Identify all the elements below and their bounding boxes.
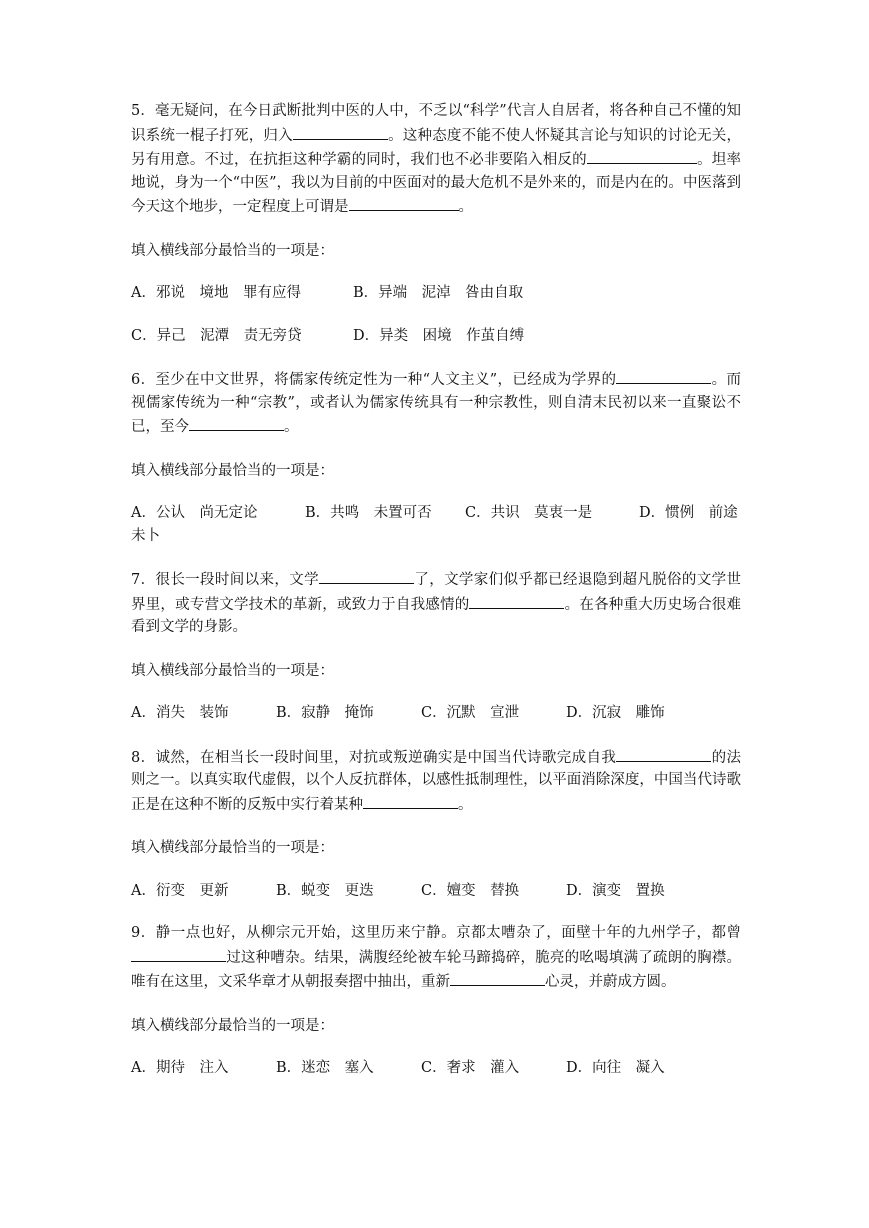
- option-a: A．衍变 更新: [131, 882, 229, 899]
- q5-text-1: 5．毫无疑问，在今日武断批判中医的人中，不乏以“科学”代言人自居者，将各种自己不懂的知识系统一棍子打死，归入: [131, 103, 741, 144]
- question-9-prompt: 填入横线部分最恰当的一项是：: [131, 1017, 334, 1034]
- option-b: B．异端 泥淖 咎由自取: [353, 285, 524, 301]
- option-c: C．异己 泥潭 责无旁贷: [131, 327, 302, 344]
- question-6-prompt: 填入横线部分最恰当的一项是：: [131, 462, 334, 479]
- question-5-stem: [131, 100, 741, 219]
- q6-text-1: 6．至少在中文世界，将儒家传统定性为一种“人文主义”，已经成为学界的: [131, 372, 617, 388]
- question-9-stem: [131, 922, 741, 994]
- answer-blank: [189, 414, 284, 431]
- option-d: D．惯例 前途未卜: [131, 505, 738, 544]
- option-c: C．沉默 宣泄: [421, 705, 520, 721]
- option-c: C．嬗变 替换: [421, 882, 520, 899]
- question-5-options-row-2: [131, 325, 741, 348]
- q6-text-2: 。而视儒家传统为一种“宗教”，或者认为儒家传统具有一种宗教性，则自清末民初以来一直聚讼不已，至今: [131, 372, 741, 435]
- q9-text-3: 心灵，并蔚成方圆。: [545, 974, 676, 990]
- q9-text-1: 9．静一点也好，从柳宗元开始，这里历来宁静。京都太嘈杂了，面壁十年的九州学子，都曾: [131, 925, 741, 941]
- option-a: A．邪说 境地 罪有应得: [131, 285, 301, 301]
- q5-text-3: 。坦率地说，身为一个“中医”，我以为目前的中医面对的最大危机不是外来的，而是内在的。中医落到今天这个地步，一定程度上可谓是: [131, 152, 742, 215]
- question-9-options: [131, 1057, 741, 1080]
- q8-text-3: 。: [458, 796, 473, 813]
- option-d: D．沉寂 雕饰: [566, 705, 665, 721]
- question-8-options: [131, 880, 741, 903]
- question-6-options: [131, 502, 741, 547]
- option-b: B．迷恋 塞入: [276, 1060, 374, 1076]
- answer-blank: [450, 969, 545, 986]
- option-a: A．期待 注入: [131, 1060, 229, 1076]
- option-c: C．共识 莫衷一是: [465, 505, 593, 521]
- q9-text-2: 过这种嘈杂。结果，满腹经纶被车轮马蹄捣碎，脆亮的吆喝填满了疏朗的胸襟。唯有在这里，文采华章才从朝报奏摺中抽出，重新: [131, 949, 741, 990]
- answer-blank: [293, 123, 388, 140]
- question-8-prompt: 填入横线部分最恰当的一项是：: [131, 840, 334, 856]
- answer-blank: [349, 194, 459, 211]
- answer-blank: [131, 945, 226, 962]
- question-7-options: [131, 702, 741, 725]
- question-8-stem: [131, 745, 741, 817]
- q5-text-4: 。: [458, 199, 473, 215]
- option-c: C．奢求 灌入: [421, 1060, 520, 1076]
- question-5-prompt: 填入横线部分最恰当的一项是：: [131, 242, 334, 259]
- option-d: D．演变 置换: [566, 882, 665, 899]
- option-b: B．蜕变 更迭: [276, 882, 374, 899]
- answer-blank: [363, 792, 458, 809]
- q7-text-1: 7．很长一段时间以来，文学: [131, 572, 319, 588]
- q5-text-2: 。这种态度不能不使人怀疑其言论与知识的讨论无关，另有用意。不过，在抗拒这种学霸的同时，我们也不必非要陷入相反的: [131, 127, 742, 168]
- question-7-stem: [131, 567, 741, 639]
- answer-blank: [469, 592, 564, 609]
- document-page: [131, 100, 741, 1100]
- answer-blank: [587, 147, 697, 164]
- option-b: B．共鸣 未置可否: [305, 505, 432, 521]
- question-5-options-row-1: [131, 282, 741, 305]
- q8-text-1: 8．诚然，在相当长一段时间里，对抗或叛逆确实是中国当代诗歌完成自我: [131, 749, 617, 766]
- question-6-stem: [131, 367, 741, 439]
- question-7-prompt: 填入横线部分最恰当的一项是：: [131, 662, 334, 679]
- option-d: D．异类 困境 作茧自缚: [353, 327, 525, 344]
- q7-text-3: 。在各种重大历史场合很难看到文学的身影。: [131, 596, 742, 635]
- option-d: D．向往 凝入: [566, 1060, 665, 1076]
- q6-text-3: 。: [284, 419, 299, 435]
- answer-blank: [616, 367, 711, 384]
- option-a: A．消失 装饰: [131, 705, 229, 721]
- answer-blank: [616, 745, 711, 762]
- option-b: B．寂静 掩饰: [276, 705, 374, 721]
- option-a: A．公认 尚无定论: [131, 505, 258, 521]
- answer-blank: [319, 567, 414, 584]
- q7-text-2: 了，文学家们似乎都已经退隐到超凡脱俗的文学世界里，或专营文学技术的革新，或致力于自我感情的: [131, 572, 741, 613]
- q8-text-2: 的法则之一。以真实取代虚假，以个人反抗群体，以感性抵制理性，以平面消除深度，中国当代诗歌正是在这种不断的反叛中实行着某种: [131, 749, 741, 813]
